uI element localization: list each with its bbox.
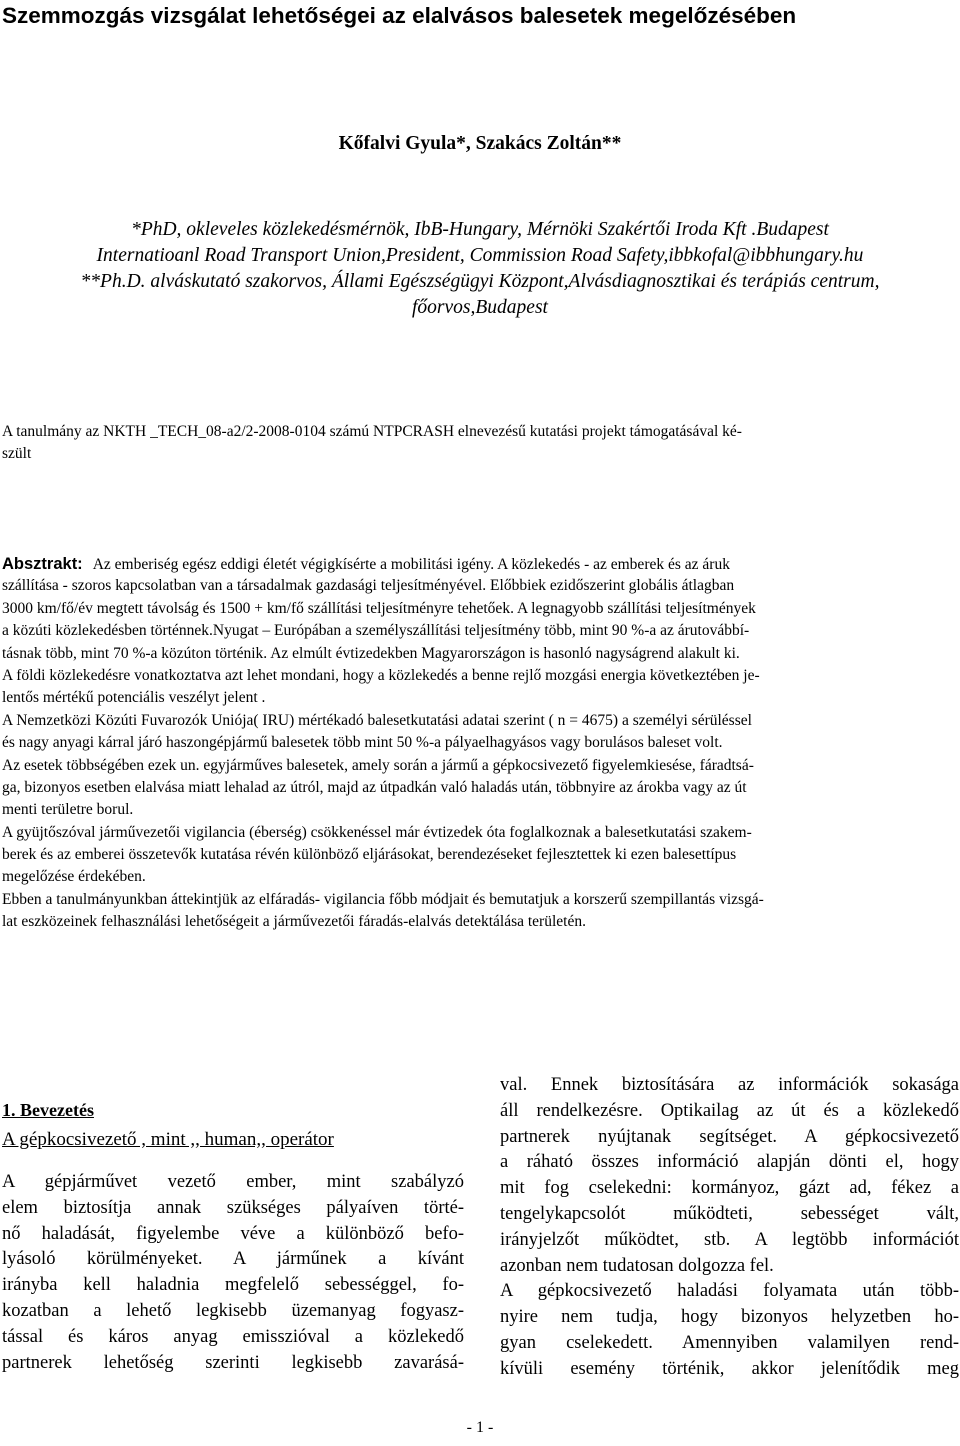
paragraph-line: irányba kell haladnia megfelelő sebességgel, fo- [2, 1275, 464, 1296]
paragraph-line: partnerek lehetőség szerinti legkisebb zavarásá- [2, 1352, 464, 1373]
abstract-label: Absztrakt: [2, 555, 83, 573]
affiliation-line-2: Internatioanl Road Transport Union,President, Commission Road Safety,ibbkofal@ibbhungary.hu [96, 245, 864, 266]
abstract-line: és nagy anyagi kárral járó haszongépjármű balesetek több mint 50 %-a pályaelhagyásos vagy borulásos baleset volt. [2, 734, 723, 752]
author-names: Kőfalvi Gyula*, Szakács Zoltán** [338, 133, 622, 154]
abstract-line: szállítása - szoros kapcsolatban van a társadalmak gazdasági teljesítményével. Előbbiek ezidőszerint globális átlagban [2, 577, 735, 595]
paragraph-line: áll rendelkezésre. Optikailag az út és a közlekedő [500, 1100, 959, 1121]
paragraph-line: nyire nem tudja, hogy bizonyos helyzetben ho- [500, 1307, 959, 1328]
document-title: Szemmozgás vizsgálat lehetőségei az elalvásos balesetek megelőzésében [2, 3, 797, 28]
abstract-line: 3000 km/fő/év megtett távolság és 1500 + km/fő szállítási teljesítményre tehetőek. A legnagyobb szállítási teljesítmények [2, 599, 756, 617]
abstract [2, 553, 954, 934]
abstract-line: menti területre borul. [2, 801, 134, 819]
section-subheading: A gépkocsivezető , mint ,, human,, operátor [2, 1129, 334, 1150]
paragraph-line: elem biztosítja annak szükséges pályaíven törté- [2, 1197, 464, 1218]
paragraph-line: A gépkocsivezető haladási folyamata után több- [500, 1281, 959, 1302]
abstract-line: a közúti közlekedésben történnek.Nyugat – Európában a személyszállítási teljesítmény több, mint 90 %-a az árutovábbí- [2, 622, 750, 640]
paragraph-line: tással és káros anyag emisszióval a közlekedő [2, 1326, 464, 1347]
paragraph-line: azonban nem tudatosan dolgozza fel. [500, 1255, 774, 1276]
funding-line: szült [2, 445, 32, 462]
funding-line: A tanulmány az NKTH _TECH_08-a2/2-2008-0104 számú NTPCRASH elnevezésű kutatási projekt támogatásával ké- [2, 423, 742, 440]
introduction-section [2, 1097, 472, 1376]
abstract-line: Ebben a tanulmányunkban áttekintjük az elfáradás- vigilancia főbb módjait és bemutatjuk a korszerű szempillantás vizsgá- [2, 890, 764, 908]
abstract-line [2, 553, 954, 575]
abstract-line: ga, bizonyos esetben elalvása miatt lehalad az útról, majd az útpadkán való haladás után, többnyire az árokba vagy az út [2, 778, 747, 796]
left-column-text [2, 1170, 464, 1376]
funding-note [2, 421, 942, 465]
section-heading: 1. Bevezetés [2, 1100, 94, 1120]
abstract-line: lat eszközeinek felhasználási lehetőségeit a járművezetői fáradás-elalvás detektálása területén. [2, 913, 586, 931]
paragraph-line: partnerek nyújtanak segítséget. A gépkocsivezető [500, 1126, 959, 1147]
abstract-line: Az esetek többségében ezek un. egyjárműves balesetek, amely során a jármű a gépkocsivezető figyelemkiesése, fáradtsá- [2, 756, 754, 774]
page-number: - 1 - [466, 1419, 494, 1436]
abstract-line: A földi közlekedésre vonatkoztatva azt lehet mondani, hogy a közlekedés a benne rejlő mozgási energia következtében je- [2, 666, 760, 684]
abstract-line: megelőzése érdekében. [2, 868, 146, 886]
paragraph-line: lyásoló körülményeket. A járműnek a kívánt [2, 1249, 464, 1270]
abstract-line: berek és az emberei összetevők kutatása révén különböző eljárásokat, berendezéseket fejlesztettek ki ezen balesettípus [2, 846, 737, 864]
affiliation-line-4: főorvos,Budapest [412, 297, 548, 318]
abstract-line: A gyüjtőszóval járművezetői vigilancia (éberség) csökkenéssel már évtizedek óta foglalkoznak a balesetkutatási szakem- [2, 823, 752, 841]
paragraph-line: val. Ennek biztosítására az információk sokasága [500, 1075, 959, 1095]
abstract-line: lentős mértékű potenciális veszélyt jelent . [2, 689, 266, 707]
paragraph-line: tengelykapcsolót működteti, sebességet vált, [500, 1203, 959, 1224]
paragraph-line: gyan cselekedett. Amennyiben valamilyen rend- [500, 1332, 959, 1353]
abstract-first-line: Az emberiség egész eddigi életét végigkísérte a mobilitási igény. A közlekedés - az emberek és az áruk [92, 556, 730, 573]
paragraph-line: mit fog cselekedni: kormányoz, gázt ad, fékez a [500, 1178, 959, 1199]
paragraph-line: A gépjárművet vezető ember, mint szabályzó [2, 1172, 464, 1192]
paragraph-line: kívüli esemény történik, akkor jelenítődik meg [500, 1358, 959, 1379]
abstract-line: tásnak több, mint 70 %-a közúton történik. Az elmúlt évtizedekben Magyarországon is hasonló nagyságrend alakult ki. [2, 644, 740, 662]
paragraph-line: kozatban a lehető legkisebb üzemanyag fogyasz- [2, 1300, 464, 1321]
affiliation-line-1: *PhD, okleveles közlekedésmérnök, IbB-Hungary, Mérnöki Szakértői Iroda Kft .Budapest [131, 219, 829, 240]
abstract-line: A Nemzetközi Közúti Fuvarozók Uniója( IRU) mértékadó balesetkutatási adatai szerint ( n = 4675) a személyi sérüléssel [2, 711, 752, 729]
paragraph-line: a ráható összes információ alapján dönti el, hogy [500, 1152, 959, 1173]
affiliation-line-3: **Ph.D. alváskutató szakorvos, Állami Egészségügyi Központ,Alvásdiagnosztikai és terápiás centrum, [80, 271, 880, 292]
paragraph-line: nő haladását, figyelembe véve a különböző befo- [2, 1223, 464, 1244]
right-column-text [500, 1073, 959, 1383]
paragraph-line: irányjelzőt működtet, stb. A legtöbb információt [500, 1229, 959, 1250]
